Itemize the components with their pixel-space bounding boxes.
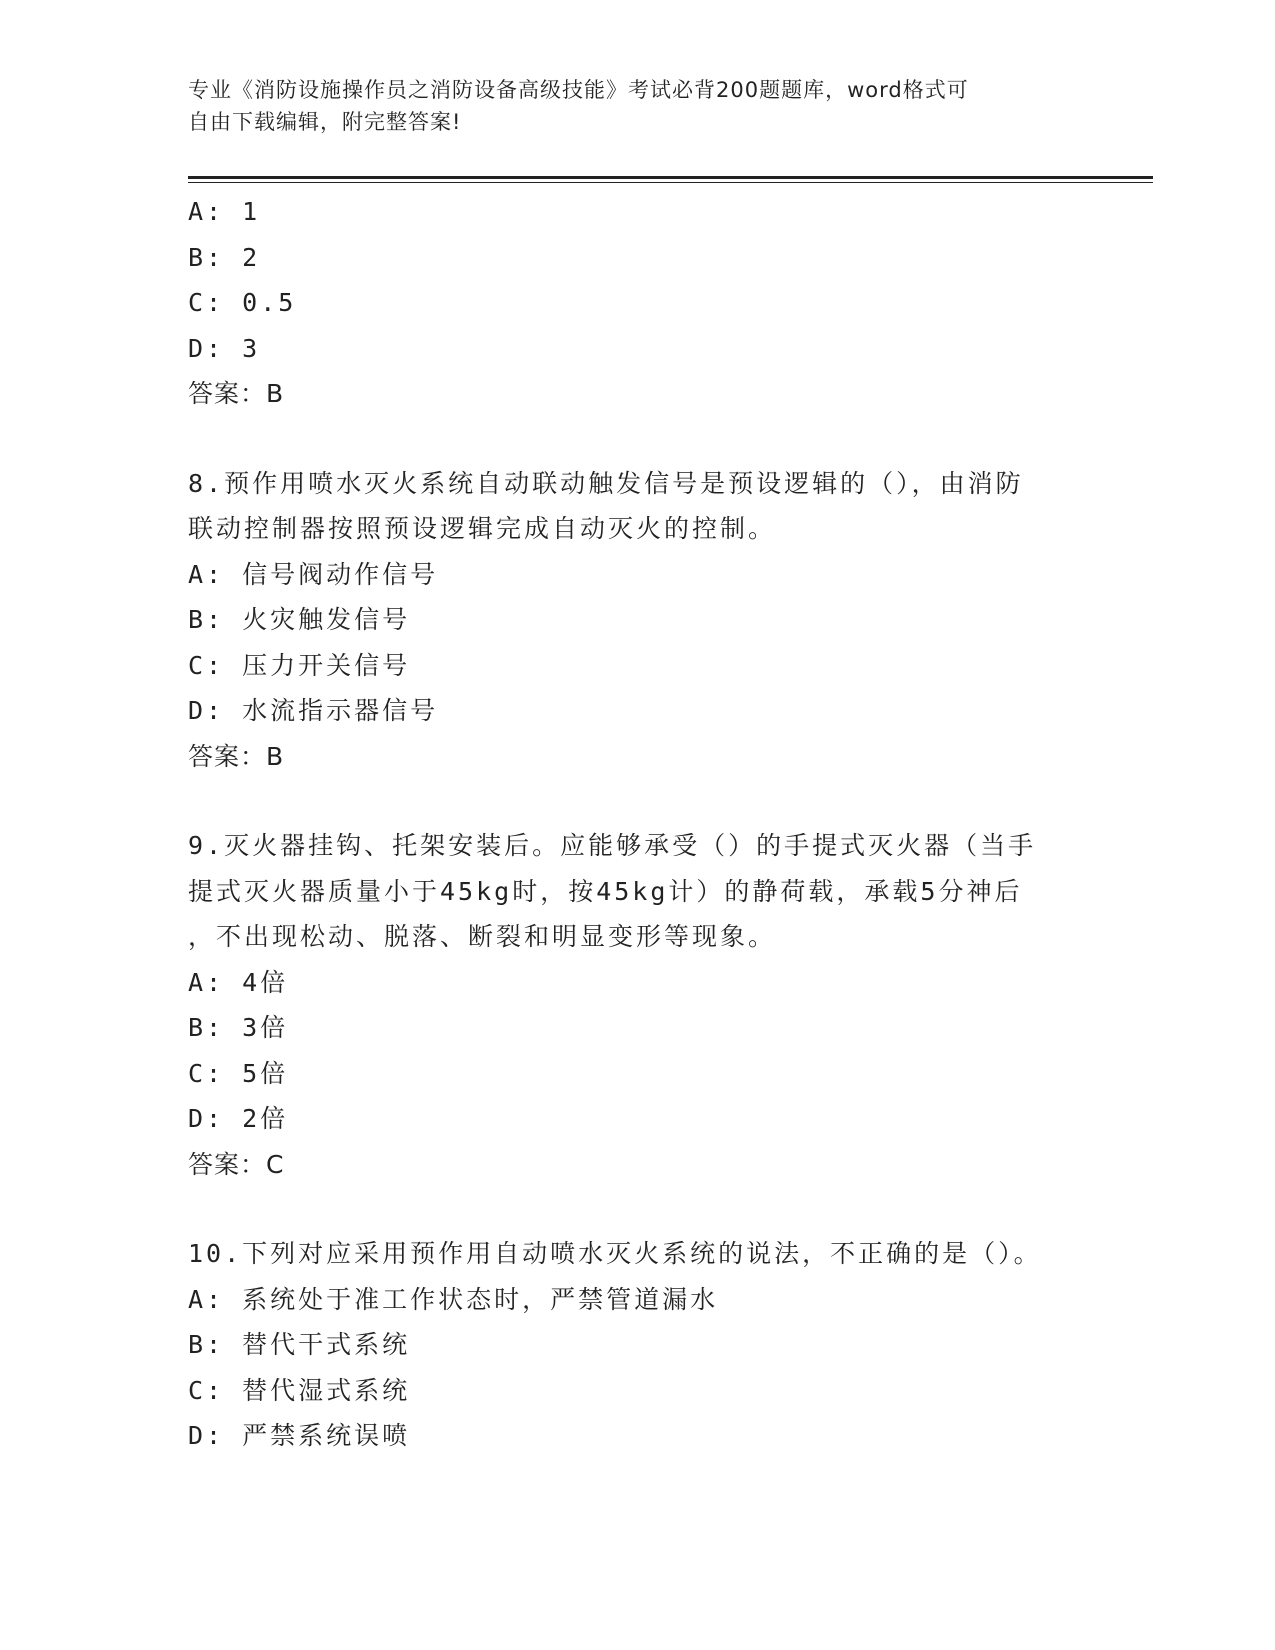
- header-rule-thick: [188, 176, 1153, 179]
- question-9: [188, 823, 1068, 1187]
- question-stem-line: 9.灭火器挂钩、托架安装后。应能够承受（）的手提式灭火器（当手: [188, 831, 1037, 860]
- header-line-1: 专业《消防设施操作员之消防设备高级技能》考试必背200题题库，word格式可: [188, 78, 969, 102]
- document-body: [188, 189, 1068, 1459]
- option-b: B: 替代干式系统: [188, 1330, 411, 1359]
- header-line-2: 自由下载编辑，附完整答案!: [188, 110, 462, 134]
- option-d: D: 水流指示器信号: [188, 696, 439, 725]
- header-rule-thin: [188, 182, 1153, 183]
- question-stem-line: 10.下列对应采用预作用自动喷水灭火系统的说法，不正确的是（）。: [188, 1239, 1042, 1268]
- option-a: A: 系统处于准工作状态时，严禁管道漏水: [188, 1284, 719, 1314]
- question-10: [188, 1231, 1068, 1459]
- answer-line: 答案：C: [188, 1149, 285, 1179]
- option-a: A: 信号阀动作信号: [188, 559, 439, 589]
- question-8: [188, 461, 1068, 780]
- question-stem-line: 联动控制器按照预设逻辑完成自动灭火的控制。: [188, 514, 777, 543]
- document-header: [188, 74, 1068, 138]
- option-b: B: 3倍: [188, 1013, 289, 1042]
- question-stem-line: ，不出现松动、脱落、断裂和明显变形等现象。: [188, 922, 777, 951]
- answer-line: 答案：B: [188, 379, 285, 408]
- option-c: C: 0.5: [188, 288, 297, 317]
- option-c: C: 5倍: [188, 1058, 289, 1088]
- option-d: D: 2倍: [188, 1104, 289, 1133]
- option-c: C: 替代湿式系统: [188, 1375, 411, 1405]
- option-a: A: 1: [188, 197, 261, 226]
- question-stem-line: 提式灭火器质量小于45kg时，按45kg计）的静荷载，承载5分神后: [188, 876, 1023, 906]
- option-b: B: 火灾触发信号: [188, 605, 411, 634]
- question-stem-line: 8.预作用喷水灭火系统自动联动触发信号是预设逻辑的（），由消防: [188, 468, 1024, 498]
- option-c: C: 压力开关信号: [188, 650, 411, 680]
- answer-line: 答案：B: [188, 741, 285, 771]
- option-b: B: 2: [188, 242, 261, 272]
- option-d: D: 严禁系统误喷: [188, 1421, 411, 1450]
- question-7-continued: [188, 189, 1068, 417]
- option-a: A: 4倍: [188, 967, 289, 997]
- option-d: D: 3: [188, 333, 261, 363]
